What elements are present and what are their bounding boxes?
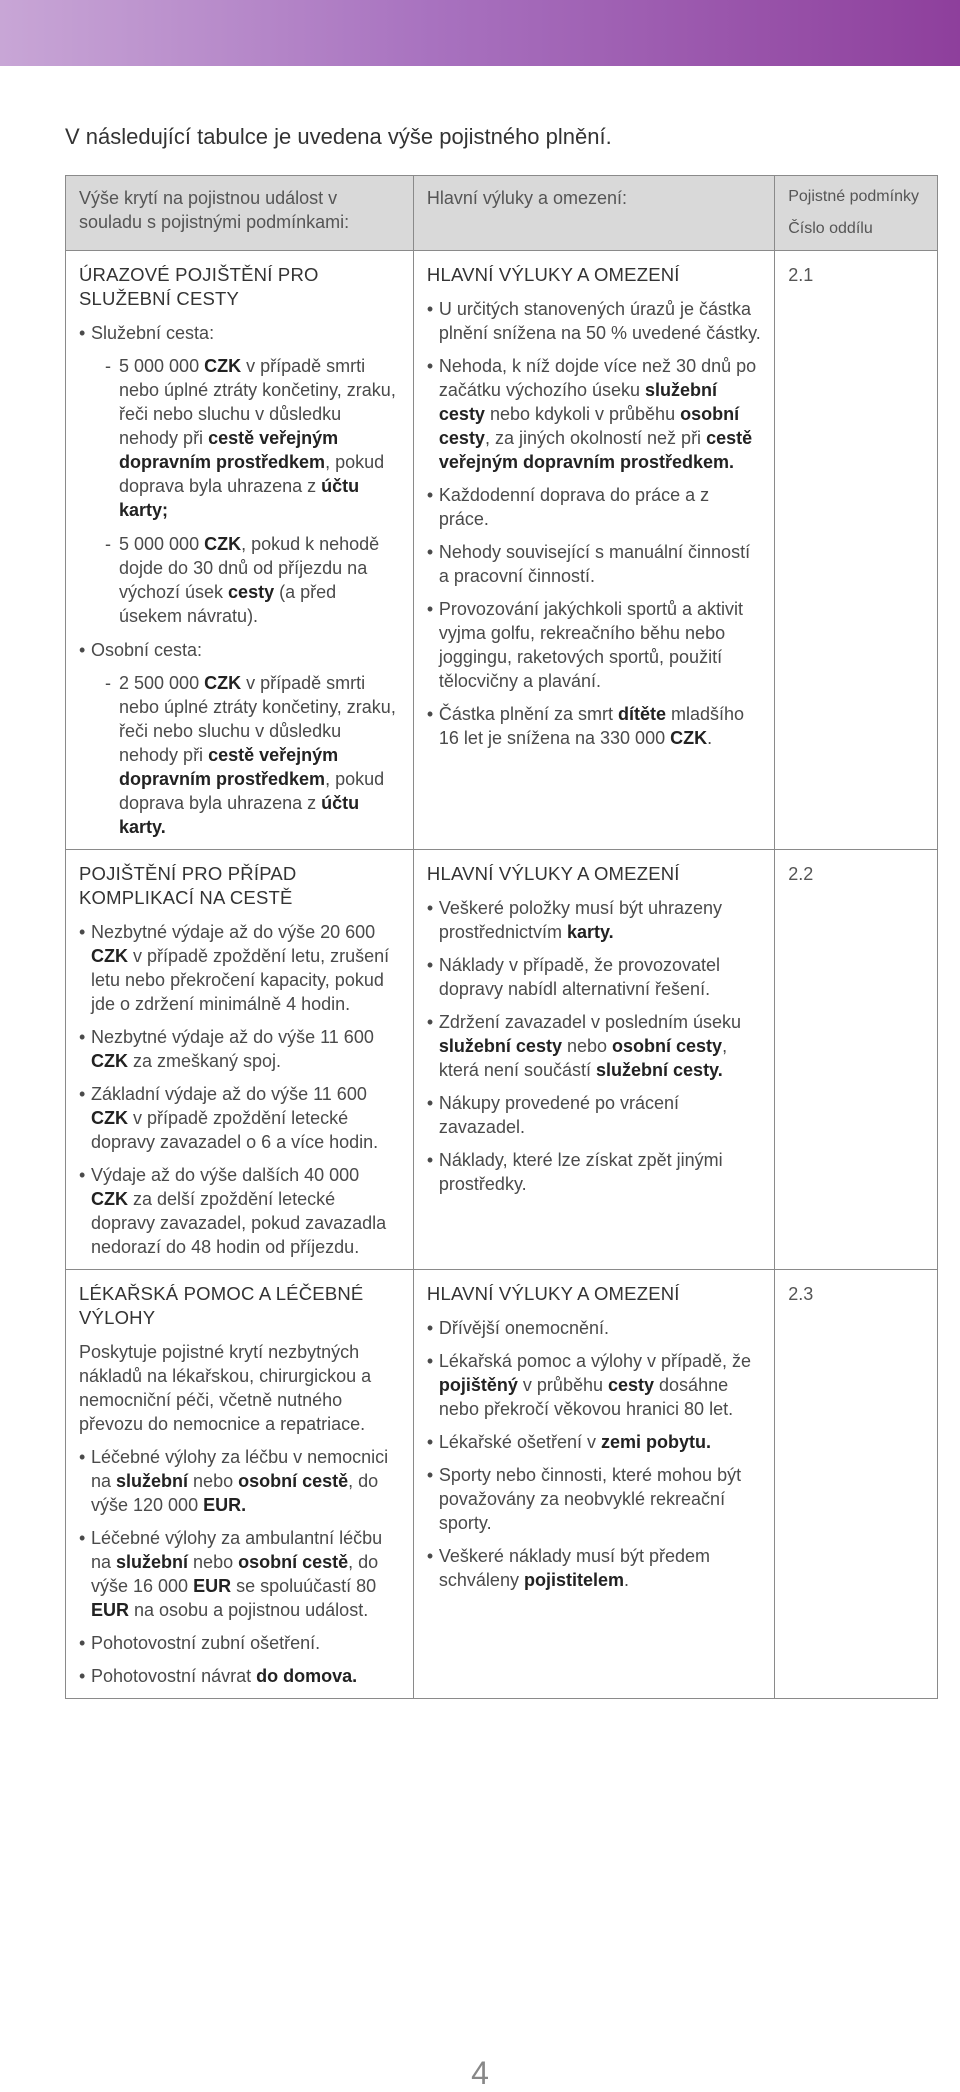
list-item: • Nehoda, k níž dojde více než 30 dnů po začátku výchozího úseku služební cesty nebo kdykoli v průběhu osobní cesty, za jiných okolností než při cestě veřejným dopravním prostředkem. [427, 354, 762, 474]
intro-text: V následující tabulce je uvedena výše pojistného plnění. [65, 124, 612, 149]
exclusions-title: HLAVNÍ VÝLUKY A OMEZENÍ [426, 264, 680, 285]
list-item: - 5 000 000 CZK v případě smrti nebo úplné ztráty končetiny, zraku, řeči nebo sluchu v důsledku nehody při cestě veřejným dopravním prostředkem, pokud doprava byla uhrazena z účtu karty; [93, 354, 401, 522]
page-number: 4 [471, 2055, 489, 2091]
table-row [66, 1270, 938, 1699]
section-description: Poskytuje pojistné krytí nezbytných nákladů na lékařskou, chirurgickou a nemocniční péči, včetně nutného převozu do nemocnice a repatriace. [79, 1342, 372, 1434]
list-item: • Základní výdaje až do výše 11 600 CZK v případě zpoždění letecké dopravy zavazadel o 6 a více hodin. [79, 1082, 401, 1154]
list-item: • Náklady v případě, že provozovatel dopravy nabídl alternativní řešení. [427, 953, 762, 1001]
list-item: • Nezbytné výdaje až do výše 20 600 CZK v případě zpoždění letu, zrušení letu nebo překročení kapacity, pokud jde o zdržení minimálně 4 hodin. [79, 920, 401, 1016]
exclusions-title: HLAVNÍ VÝLUKY A OMEZENÍ [426, 1283, 680, 1304]
list-item: • Náklady, které lze získat zpět jinými prostředky. [427, 1148, 762, 1196]
section-number: 2.3 [788, 1284, 814, 1304]
list-item: • Léčebné výlohy za léčbu v nemocnici na služební nebo osobní cestě, do výše 120 000 EUR. [79, 1445, 401, 1517]
section-title: LÉKAŘSKÁ POMOC A LÉČEBNÉ VÝLOHY [79, 1283, 364, 1328]
list-item: - 2 500 000 CZK v případě smrti nebo úplné ztráty končetiny, zraku, řeči nebo sluchu v důsledku nehody při cestě veřejným dopravním prostředkem, pokud doprava byla uhrazena z účtu karty. [93, 671, 401, 839]
table-header-row [66, 176, 938, 251]
exclusions-title: HLAVNÍ VÝLUKY A OMEZENÍ [426, 863, 680, 884]
section-number: 2.2 [788, 864, 814, 884]
benefits-table [65, 175, 938, 1699]
list-item: • Veškeré položky musí být uhrazeny prostřednictvím karty. [427, 896, 762, 944]
section-number-label: Číslo oddílu [788, 220, 873, 237]
exclusions-cell [413, 850, 774, 1270]
list-item: • Pohotovostní zubní ošetření. [79, 1631, 401, 1655]
section-title: ÚRAZOVÉ POJIŠTĚNÍ PRO SLUŽEBNÍ CESTY [79, 264, 319, 309]
column-header-coverage: Výše krytí na pojistnou událost v souladu s pojistnými podmínkami: [66, 176, 414, 251]
table-row [66, 850, 938, 1270]
list-item: • Částka plnění za smrt dítěte mladšího 16 let je snížena na 330 000 CZK. [427, 702, 762, 750]
column-header-exclusions: Hlavní výluky a omezení: [413, 176, 774, 251]
column-header-terms [775, 176, 938, 251]
terms-label: Pojistné podmínky [788, 188, 919, 205]
section-cell [775, 1270, 938, 1699]
list-item: • Každodenní doprava do práce a z práce. [427, 483, 762, 531]
list-item: • Výdaje až do výše dalších 40 000 CZK za delší zpoždění letecké dopravy zavazadel, pokud zavazadla nedorazí do 48 hodin od příjezdu. [79, 1163, 401, 1259]
list-item: - 5 000 000 CZK, pokud k nehodě dojde do 30 dnů od příjezdu na výchozí úsek cesty (a před úsekem návratu). [93, 532, 401, 628]
section-number: 2.1 [788, 265, 814, 285]
list-item: • Zdržení zavazadel v posledním úseku služební cesty nebo osobní cesty, která není součástí služební cesty. [427, 1010, 762, 1082]
list-item: • Dřívější onemocnění. [427, 1316, 762, 1340]
exclusions-cell [413, 1270, 774, 1699]
list-item: • Sporty nebo činnosti, které mohou být považovány za neobvyklé rekreační sporty. [427, 1463, 762, 1535]
list-item: • Nákupy provedené po vrácení zavazadel. [427, 1091, 762, 1139]
coverage-cell [66, 850, 414, 1270]
section-cell [775, 850, 938, 1270]
list-item: • Léčebné výlohy za ambulantní léčbu na služební nebo osobní cestě, do výše 16 000 EUR se spoluúčastí 80 EUR na osobu a pojistnou událost. [79, 1526, 401, 1622]
list-item: • Osobní cesta: [79, 638, 401, 662]
section-title: POJIŠTĚNÍ PRO PŘÍPAD KOMPLIKACÍ NA CESTĚ [79, 863, 297, 908]
list-item: • Lékařské ošetření v zemi pobytu. [427, 1430, 762, 1454]
coverage-cell [66, 251, 414, 850]
list-item: • Pohotovostní návrat do domova. [79, 1664, 401, 1688]
list-item: • Provozování jakýchkoli sportů a aktivit vyjma golfu, rekreačního běhu nebo joggingu, raketových sportů, použití tělocvičny a plavání. [427, 597, 762, 693]
table-row [66, 251, 938, 850]
list-item: • U určitých stanovených úrazů je částka plnění snížena na 50 % uvedené částky. [427, 297, 762, 345]
section-cell [775, 251, 938, 850]
list-item: • Nehody související s manuální činností a pracovní činností. [427, 540, 762, 588]
list-item: • Služební cesta: [79, 321, 401, 345]
list-item: • Lékařská pomoc a výlohy v případě, že pojištěný v průběhu cesty dosáhne nebo překročí věkovou hranici 80 let. [427, 1349, 762, 1421]
exclusions-cell [413, 251, 774, 850]
header-banner [0, 0, 960, 66]
coverage-cell [66, 1270, 414, 1699]
list-item: • Nezbytné výdaje až do výše 11 600 CZK za zmeškaný spoj. [79, 1025, 401, 1073]
list-item: • Veškeré náklady musí být předem schváleny pojistitelem. [427, 1544, 762, 1592]
